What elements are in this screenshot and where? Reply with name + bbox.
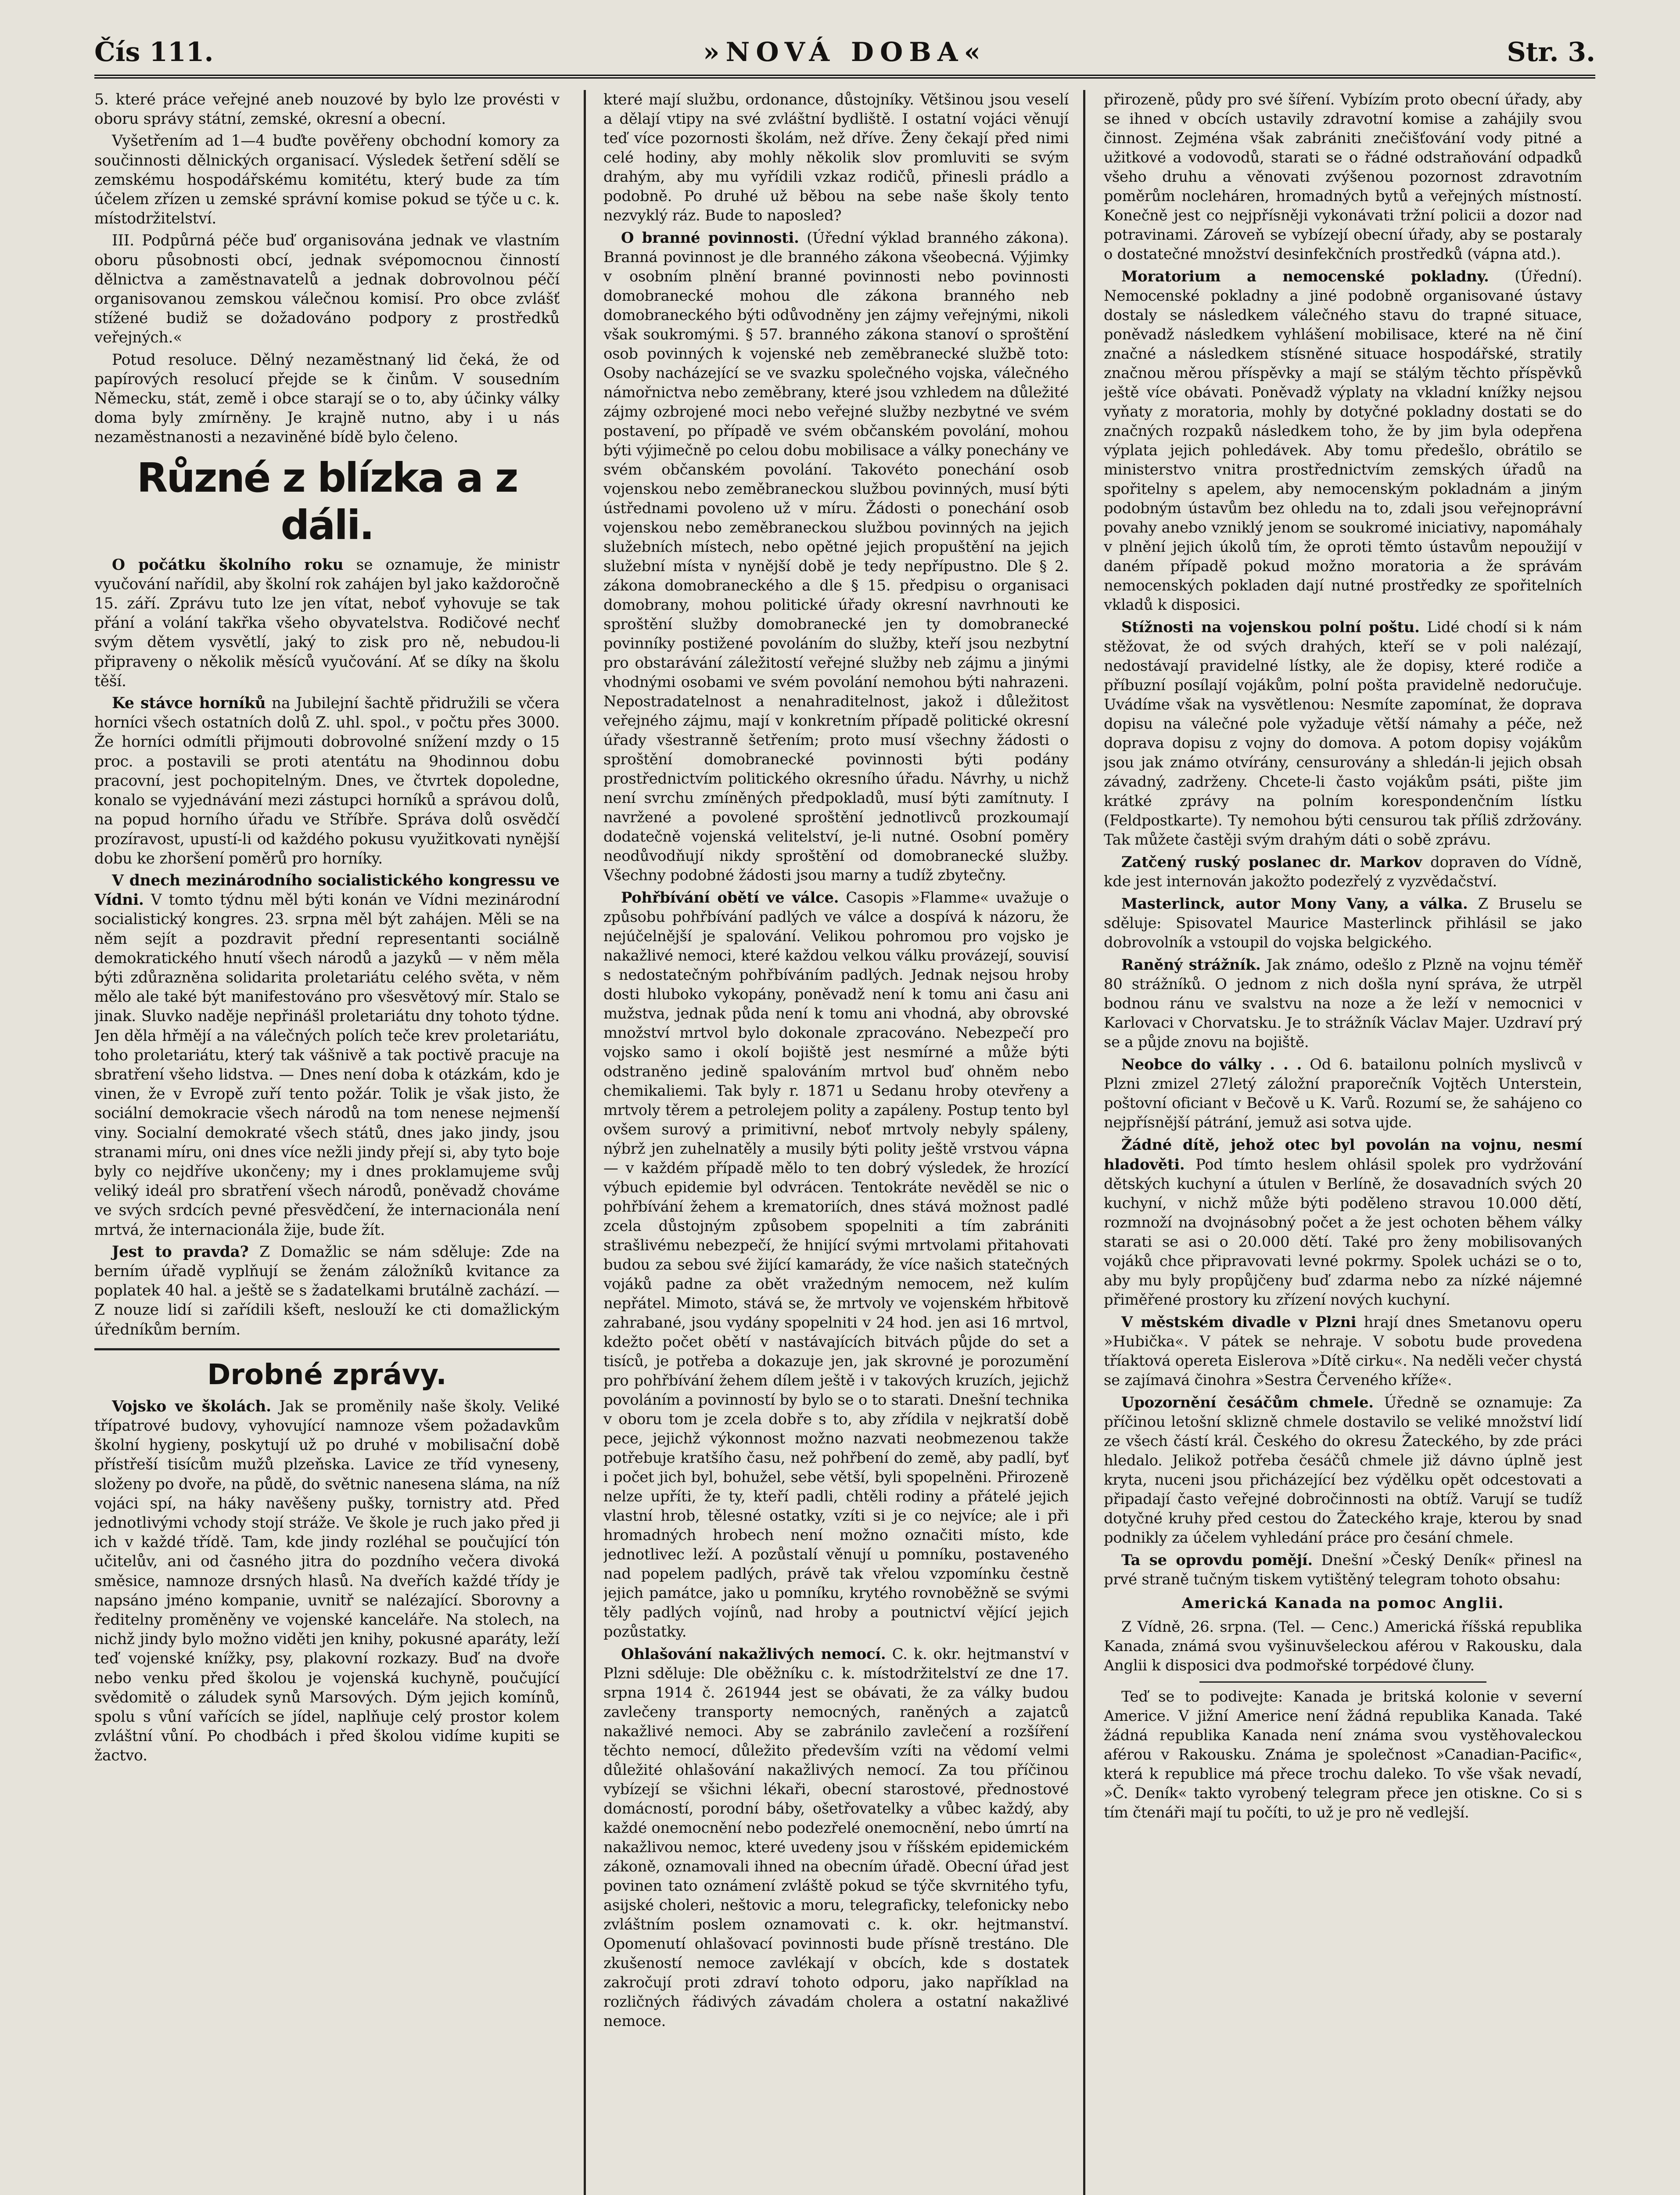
article-headline: O branné povinnosti. [621, 229, 799, 246]
article [1104, 617, 1582, 849]
paragraph: III. Podpůrná péče buď organisována jednak ve vlastním oboru působnosti obcí, jednak svépomocnou činností dělnictva a zaměstnavatelů a jednak dobrovolnou péčí organisovanou zemskou válečnou komisí. Pro obce zvlášť stížené budiž se dožadováno podpory z prostředků veřejných.« [94, 232, 560, 347]
article [1104, 852, 1582, 891]
article-body: Lidé chodí si k nám stěžovat, že od svých drahých, kteří se v poli nalézají, nedostávají pravidelné lístky, ale že dopisy, které rodiče a příbuzní posílají vojákům, polní pošta pravidelně nedoručuje. Uvádíme však na vysvětlenou: Nesmíte zapomínat, že doprava dopisu na válečné pole vyžaduje větší námahy a péče, než doprava dopisu z vojny do domova. A potom dopisy vojákům jsou jak známo otvírány, censurovány a shledán-li jejich obsah závadný, zadrženy. Chcete-li často vojákům psáti, pište jim krátké zprávy na polním korespondenčním lístku (Feldpostkarte). Ty nemohou býti censurou tak příliš zdržovány. Tak můžete častěji svým drahým dáti o sobě zprávu. [1104, 619, 1582, 848]
column-1 [94, 90, 560, 2195]
section-heading: Různé z blízka a z dáli. [136, 454, 517, 549]
article [1104, 1550, 1582, 1589]
paragraph: které mají službu, ordonance, důstojníky. Většinou jsou veselí a dělají vtipy na své zvláštní bydliště. I ostatní vojáci věnují teď více pozornosti školám, než dříve. Ženy čekají před nimi celé hodiny, aby mohly několik slov promluviti se svým drahým, aby mu vyřídili vzkaz rodičů, přinesli prádlo a podobně. Po druhé už běbou na sebe naše školy tento nezvyklý ráz. Bude to naposled? [603, 91, 1069, 224]
telegram-title: Americká Kanada na pomoc Anglii. [1181, 1594, 1504, 1612]
article-body: se oznamuje, že ministr vyučování nařídil, aby školní rok zahájen byl jako každoročně 15. září. Zprávu tuto lze jen vítat, neboť vyhovuje se tak přání a volání takřka všeho obyvatelstva. Rodičové nechť svým dětem vysvětlí, jaký to zisk pro ně, nebudou-li připraveny o několik měsíců vyučování. Ať se díky na školu těší. [94, 556, 560, 690]
article [603, 888, 1069, 1641]
column-3 [1104, 90, 1582, 2195]
article-headline: Ke stávce horníků [112, 694, 266, 712]
article-headline: Stížnosti na vojenskou polní poštu. [1121, 618, 1420, 636]
article-headline: Masterlinck, autor Mony Vany, a válka. [1121, 895, 1468, 912]
article-body: Dnešní »Český Deník« přinesl na prvé straně tučným tiskem vytištěný telegram tohoto obsahu: [1104, 1551, 1582, 1588]
article [1104, 266, 1582, 615]
column-rule [1083, 90, 1085, 2195]
article-headline: Ohlašování nakažlivých nemocí. [621, 1645, 886, 1662]
article [1104, 1312, 1582, 1390]
article-body: Od 6. batailonu polních myslivců v Plzni zmizel 27letý záložní praporečník Vojtěch Unterstein, poštovní oficiant v Bečově u K. Varů. Rozumí se, že sahájeno co nejpřísnější pátrání, jemuž asi sotva ujde. [1104, 1056, 1582, 1131]
paragraph: Vyšetřením ad 1—4 buďte pověřeny obchodní komory za součinnosti dělnických organisací. Výsledek šetření sdělí se zemskému hospodářskému komitétu, který bude za tím účelem zřízen u zemské správní komise pokud se týče u c. k. místodržitelství. [94, 132, 560, 228]
article [94, 871, 560, 1240]
article [1104, 894, 1582, 952]
section-heading: Drobné zprávy. [94, 1348, 560, 1393]
article [1104, 1393, 1582, 1547]
page-header [94, 31, 1595, 79]
article-headline: V dnech mezinárodního socialistického kongressu ve Vídni. [94, 871, 560, 909]
paragraph: Potud resoluce. Dělný nezaměstnaný lid čeká, že od papírových resolucí přejde se k činům. V sousedním Německu, stát, země i obce starají se o to, aby účinky války doma byly zmírněny. Je krajně nutno, aby i u nás nezaměstnanosti a nezaviněné bídě bylo čeleno. [94, 351, 560, 446]
article-headline: Upozornění česáčům chmele. [1121, 1393, 1374, 1411]
article-body: Z Bruselu se sděluje: Spisovatel Maurice Masterlinck přihlásil se jako dobrovolník a vstoupil do vojska belgického. [1104, 895, 1582, 951]
article [94, 555, 560, 691]
article-body: (Úřední). Nemocenské pokladny a jiné podobně organisované ústavy dostaly se následkem válečného stavu do trapné situace, poněvadž následkem vyhlášení mobilisace, které na ně činí značné a následkem stísněné situace hospodářské, stratily značnou měrou příspěvky a mají se stálým těchto příspěvků ještě více obávati. Poněvadž výplaty na vkladní knížky nejsou vyňaty z moratoria, mohly by dotyčné pokladny dostati se do značných rozpaků následkem toho, že by jim byla odepřena výplata jejich pohledávek. Aby tomu předešlo, obrátilo se ministerstvo vnitra prostřednictvím zemských úřadů na spořitelny s apelem, aby nemocenským pokladnám a jiným podobným ústavům bez ohledu na to, zdali jsou veřejnoprávní povahy anebo vzniklý jenom se soukromé iniciativy, napomáhaly v plnění jejich úkolů tím, že oproti těmto ústavům nepoužijí v daném případě pokud možno moratoria a že správám nemocenských pokladen dají nutné prostředky ze spořitelních vkladů k disposici. [1104, 268, 1582, 613]
article-headline: Vojsko ve školách. [112, 1397, 271, 1415]
article [94, 694, 560, 868]
article-body: Pod tímto heslem ohlásil spolek pro vydržování dětských kuchyní a útulen v Berlíně, že dosavadních svých 20 kuchyní, v nichž může býti poděleno stravou 10.000 dětí, rozmnoží na dvojnásobný počet a že jest ochoten během války starati se asi o 20.000 dětí. Také pro ženy mobilisovaných vojáků chce připravovati levné pokrmy. Spolek ucházi se o to, aby mu byly propůjčeny buď zdarma nebo za nízké nájemné přiměřené prostory ku zřízení nových kuchyní. [1104, 1156, 1582, 1308]
paragraph: 5. které práce veřejné aneb nouzové by bylo lze provésti v oboru správy státní, zemské, okresní a obecní. [94, 91, 560, 128]
article-headline: Raněný strážník. [1121, 956, 1261, 973]
article-body: (Úřední výklad branného zákona). Branná povinnost je dle branného zákona všeobecná. Výjimky v osobním plnění branné povinnosti nebo povinnosti domobranecké mohou dle zákona branného neb domobraneckého býti odůvodněny jen zájmy veřejnými, nikoli však soukromými. § 57. branného zákona stanoví o sproštění osob povinných k vojenské neb zeměbranecké službě toto: Osoby nacházející se ve svazku společného vojska, válečného námořnictva nebo zeměbrany, které jsou vzhledem na důležité zájmy ozbrojené moci nebo veřejné služby nezbytné ve svém postavení, po případě ve svém občanském povolání, mohou býti výjimečně po celou dobu mobilisace a války ponechány ve svém občanském povolání. Takovéto ponechání osob vojenskou nebo zeměbraneckou službou povinných, musí býti ústřednami povoleno už v míru. Žádosti o ponechání osob vojenskou nebo zeměbraneckou službou povinných na jejich služebních místech, nebo opětné jejich propuštění na jejich služební místa v nynější době je tedy nepřípustno. Dle § 2. zákona domobraneckého a dle § 15. předpisu o organisaci domobrany, mohou politické úřady okresní navrhnouti ke sproštění služby domobranecké jen ty domobranecké povinníky postižené povoláním do služby, kteří jsou nezbytní pro obstarávání záležitostí veřejné služby neb zájmu a jinými vhodnými osobami ve svém povolání nemohou býti nahrazeni. Nepostradatelnost a nenahraditelnost, jakož i důležitost veřejného zájmu, mají v konkretním případě politické okresní úřady všestranně šetřením; proto musí všechny žádosti o sproštění domobranecké povinnosti býti podány prostřednictvím politického okresního úřadu. Návrhy, u nichž není svrchu zmíněných předpokladů, musí býti zamítnuty. I navržené a povolené sproštění jednotlivců prozkoumají dodatečně vojenská velitelství, je-li nutné. Osobní poměry neodůvodňují nikdy sproštění od domobranecké služby. Všechny podobné žádosti jsou marny a tudíž zbytečny. [603, 229, 1069, 884]
article-body: Z Domažlic se nám sděluje: Zde na berním úřadě vyplňují se ženám záložníků kvitance za poplatek 40 hal. a ještě se s žadatelkami brutálně zachází. — Z nouze lidí si zařídili kšeft, neslouží ke cti domažlickým úředníkům berním. [94, 1243, 560, 1339]
article-body: V tomto týdnu měl býti konán ve Vídni mezinárodní socialistický kongres. 23. srpna měl být zahájen. Měli se na něm sejít a pozdravit přední representanti sociálně demokratického hnutí všech národů a jazyků — v něm měla býti zdůrazněna solidarita proletariátu celého světa, v něm mělo ale také být manifestováno pro všesvětový mír. Stalo se jinak. Sluvko naděje nepřinášl proletariátu dny tohoto týdne. Jen děla hřmějí a na válečných polích teče krev proletariátu, toho proletariátu, který tak vášnivě a tak poctivě pracuje na sbratření všeho lidstva. — Dnes není doba k otázkám, kdo je vinen, že v Evropě zuří tento požár. Tolik je však jisto, že sociální demokracie všech národů na tom nenese nejmenší viny. Socialní demokraté všech států, dnes jako jindy, jsou stranami míru, oni dnes více nežli jindy přejí si, aby tyto boje byly co nejdříve ukončeny; my i dnes proklamujeme svůj veliký ideál pro sbratření všech národů, poněvadž chováme ve svých srdcích pevné přesvědčení, že internacionála není mrtvá, že internacionála žije, bude žít. [94, 891, 560, 1239]
article [94, 1397, 560, 1766]
article [94, 1242, 560, 1339]
article-body: C. k. okr. hejtmanství v Plzni sděluje: Dle oběžníku c. k. místodržitelství ze dne 17. srpna 1914 č. 261944 jest se obávati, že za války budou zavlečeny transporty nemocných, raněných a zajatců nakažlivé nemoci. Aby se zabránilo zavlečení a rozšíření těchto nemocí, důležito především vzíti na vědomí velmi důležité ohlašování nakažlivých nemocí. Za tou příčinou vybízejí se všichni lékaři, obecní starostové, přednostové domácností, porodní báby, ošetřovatelky a vůbec každý, aby každé onemocnění nebo podezřelé onemocnění, nebo úmrtí na nakažlivou nemoc, které uvedeny jsou v říšském epidemickém zákoně, oznamovali ihned na obecním úřadě. Obecní úřad jest povinen tato oznámení zvláště pokud se týče skvrnitého tyfu, asijské choleri, neštovic a moru, telegraficky, telefonicky nebo zvláštním poslem oznamovati c. k. okr. hejtmanství. Opomenutí ohlašovací povinnosti bude přísně trestáno. Dle zkušeností nemoce zavlékají v obcích, kde s dostatek zakročují proti zdraví tohoto odporu, jako například na rozličných řádivých závadám cholera a ostatní nakažlivé nemoce. [603, 1645, 1069, 2029]
article [1104, 1054, 1582, 1132]
article-body: hrají dnes Smetanovu operu »Hubička«. V pátek se nehraje. V sobotu bude provedena tříaktová opereta Eislerova »Dítě cirku«. Na neděli večer chystá se zajímavá činohra »Sestra Červeného kříže«. [1104, 1313, 1582, 1389]
article [1104, 1135, 1582, 1310]
column-2 [603, 90, 1069, 2195]
article-headline: V městském divadle v Plzni [1121, 1313, 1357, 1331]
article-headline: Jest to pravda? [112, 1243, 249, 1261]
page-number: Str. 3. [1507, 37, 1595, 68]
article [1104, 955, 1582, 1052]
article-headline: O počátku školního roku [112, 556, 344, 574]
article-headline: Žádné dítě, jehož otec byl povolán na vojnu, nesmí hladověti. [1104, 1136, 1582, 1173]
newspaper-title: »NOVÁ DOBA« [703, 37, 987, 68]
article-headline: Zatčený ruský poslanec dr. Markov [1121, 853, 1422, 871]
column-rule [584, 90, 586, 2195]
article-body: Jak známo, odešlo z Plzně na vojnu téměř 80 strážníků. O jednom z nich došla nyní správa, že utrpěl bodnou ránu ve svalstvu na noze a že leží v nemocnici v Karlovaci v Chorvatsku. Je to strážník Václav Majer. Uzdraví prý se a půjde znovu na bojiště. [1104, 956, 1582, 1051]
article-body: Casopis »Flamme« uvažuje o způsobu pohřbívání padlých ve válce a dospívá k názoru, že nejúčelnější je spalování. Velikou pohromou pro vojsko je nakažlivé nemoci, které každou velkou válku provázejí, souvisí s nedostatečným pohřbíváním padlých. Jednak nejsou hroby dosti hluboko vykopány, poněvadž není k tomu ani času ani mužstva, jednak půda není k tomu ani vhodná, aby obrovské množství mrtvol bylo dokonale zpracováno. Nebezpečí pro vojsko samo i okolí bojiště jest nesmírné a může býti odstraněno jedině spalováním mrtvol buď ohněm nebo chemikaliemi. Tak byly r. 1871 u Sedanu hroby otevřeny a mrtvoly těrem a petrolejem polity a zapáleny. Postup tento byl ovšem surový a primitivní, neboť mrtvoly nebyly spáleny, nýbrž jen zuhelnatěly a musily býti polity ještě vrstvou vápna — v každém případě mělo to ten dobrý výsledek, že hrozící výbuch epidemie byl odvrácen. Tentokráte nevěděl se nic o pohřbívání žehem a krematoriích, dnes stává možnost padlé zcela důstojným způsobem spopelniti a tím zabrániti strašlivému nebezpečí, že hnijící svými mrtvolami přitahovati budou za sebou své žijící kamarády, že více našich statečných vojáků padne za obět vražedným nemocem, než kulím nepřátel. Mimoto, stává se, že mrtvoly ve vojenském hřbitově zahrabané, jsou vydány spopelniti v 24 hod. jen asi 16 mrtvol, kdežto počet obětí v nastávajících bitvách půjde do set a tisíců, je potřeba a dokazuje jen, jak skrovné je porozumění pro pohřbívání žehem dílem ještě i v takových kruzích, jejichž povoláním a povinností by bylo se o to starati. Dnešní technika v oboru tom je zcela dobře s to, aby zřídila v nejkratší době pece, jejichž výkonnost možno nazvati neobmezenou takže potřebuje kratšího času, než pohřbení do země, aby padlí, byť i počet jich byl, bohužel, sebe větší, byli spopelněni. Přirozeně nelze upříti, že ty, kteří padli, chtěli rodiny a přátelé jejich vlastní hrob, tělesné ostatky, vzíti si je co nejvíce; ale i při hromadných hrobech není možno označiti místo, kde jednotlivec leží. A pozůstalí věnují u pomníku, postaveného nad popelem padlých, právě tak vřelou vzpomínku čestně jejich památce, jako u pomníku, krytého rovnoběžně se svými těly padlých vojínů, nad hroby a poutnictví vějící jejich pozůstatky. [603, 889, 1069, 1640]
article-body: Jak se proměnily naše školy. Veliké třípatrové budovy, vyhovující namnoze všem požadavkům školní hygieny, poskytují už po druhé v mobilisační době přístřeší tisícům mužů plzeňska. Lavice ze tříd vyneseny, složeny po dvoře, na půdě, do světnic nanesena sláma, na níž vojáci spí, na háky navěšeny pušky, tornistry atd. Před jednotlivými vchody stojí stráže. Ve škole je ruch jako před ji ich v každé třídě. Tam, kde jindy rozléhal se poučující tón učitelův, ani od časného jitra do pozdního večera divoká směsice, namnoze drsných hlasů. Na dveřích každé třídy je napsáno jméno kompanie, uvnitř se nalézající. Sborovny a ředitelny proměněny ve vojenské kanceláře. Na stolech, na nichž jindy bylo možno viděti jen knihy, pokusné aparáty, leží teď vojenské knížky, psy, plakovní rozkazy. Buď na dvoře nebo venku před školou je vojenská kuchyně, poučující svědomitě o záludek synů Marsových. Dým jejich komínů, spolu s vůní vařících se jídel, naplňuje celý prostor kolem zvláštní vůní. Po chodbách i před školou vidíme kupiti se žactvo. [94, 1397, 560, 1765]
paragraph: přirozeně, půdy pro své šíření. Vybízím proto obecní úřady, aby se ihned v obcích ustavily zdravotní komise a zahájily svou činnost. Zejména však zabrániti znečišťování vody pitné a užitkové a vodovodů, starati se o řádné odstraňování odpadků všeho druhu a věnovati zvýšenou pozornost zdravotním poměrům nocleháren, hromadných bytů a veřejných místností. Konečně jest co nejpřísněji vykonávati tržní policii a dozor nad potravinami. Zároveň se vybízejí obecní úřady, aby se postaraly o dostatečné množství desinfekčních prostředků (vápna atd.). [1104, 91, 1582, 263]
article-body: Úředně se oznamuje: Za příčinou letošní sklizně chmele dostavilo se veliké množství lidí ze všech částí král. Českého do okresu Žateckého, by zde práci hledalo. Jelikož potřeba česáčů chmele již dávno úplně jest kryta, nuceni jsou přicházející bez výdělku opět odcestovati a připadají často veřejné dobročinnosti na obtíž. Varují se tudíž dotyčné kruhy před cestou do Žateckého kraje, kterou by snad podnikly za účelem vyhledání práce pro česání chmele. [1104, 1394, 1582, 1546]
paragraph: Teď se to podivejte: Kanada je britská kolonie v severní Americe. V jižní Americe není žádná republika Kanada. Také žádná republika Kanada není známa svou vystěhovaleckou aférou v Rakousku. Známa je společnost »Canadian-Pacific«, která k republice má přece trochu daleko. To vše však nevadí, »Č. Deník« takto vyrobený telegram přece jen otiskne. Co si s tím čtenáři mají tu počíti, to už je pro ně vedlejší. [1104, 1688, 1582, 1821]
article [603, 228, 1069, 885]
article [603, 1644, 1069, 2031]
article-body: dopraven do Vídně, kde jest internován jakožto podezřelý z vyzvědačství. [1104, 853, 1582, 890]
article-body: na Jubilejní šachtě přidružili se včera horníci všech ostatních dolů Z. uhl. spol., v počtu přes 3000. Že horníci odmítli přijmouti dobrovolné snížení mzdy o 15 proc. a postavili se proti atentátu na 9hodinnou dobu pracovní, jest pochopitelným. Dnes, ve čtvrtek dopoledne, konalo se vyjednávání mezi zástupci horníků a správou dolů, na popud horního úřadu ve Stříbře. Správa dolů osvědčí prozíravost, upustí-li od každého pokusu využitkovati nynější dobu ke zhoršení poměrů pro horníky. [94, 694, 560, 867]
article-headline: Ta se oprovdu pomějí. [1121, 1551, 1313, 1569]
issue-number: Čís 111. [94, 37, 214, 68]
article-headline: Moratorium a nemocenské pokladny. [1121, 267, 1489, 285]
divider [1199, 1681, 1486, 1683]
article-headline: Neobce do války . . . [1121, 1055, 1302, 1073]
telegram-body: Z Vídně, 26. srpna. (Tel. — Cenc.) Americká říšská republika Kanada, známá svou vyšinuvšeleckou aférou v Rakousku, dala Anglii k disposici dva podmořské torpédové čluny. [1104, 1618, 1582, 1674]
article-headline: Pohřbívání obětí ve válce. [621, 889, 839, 906]
